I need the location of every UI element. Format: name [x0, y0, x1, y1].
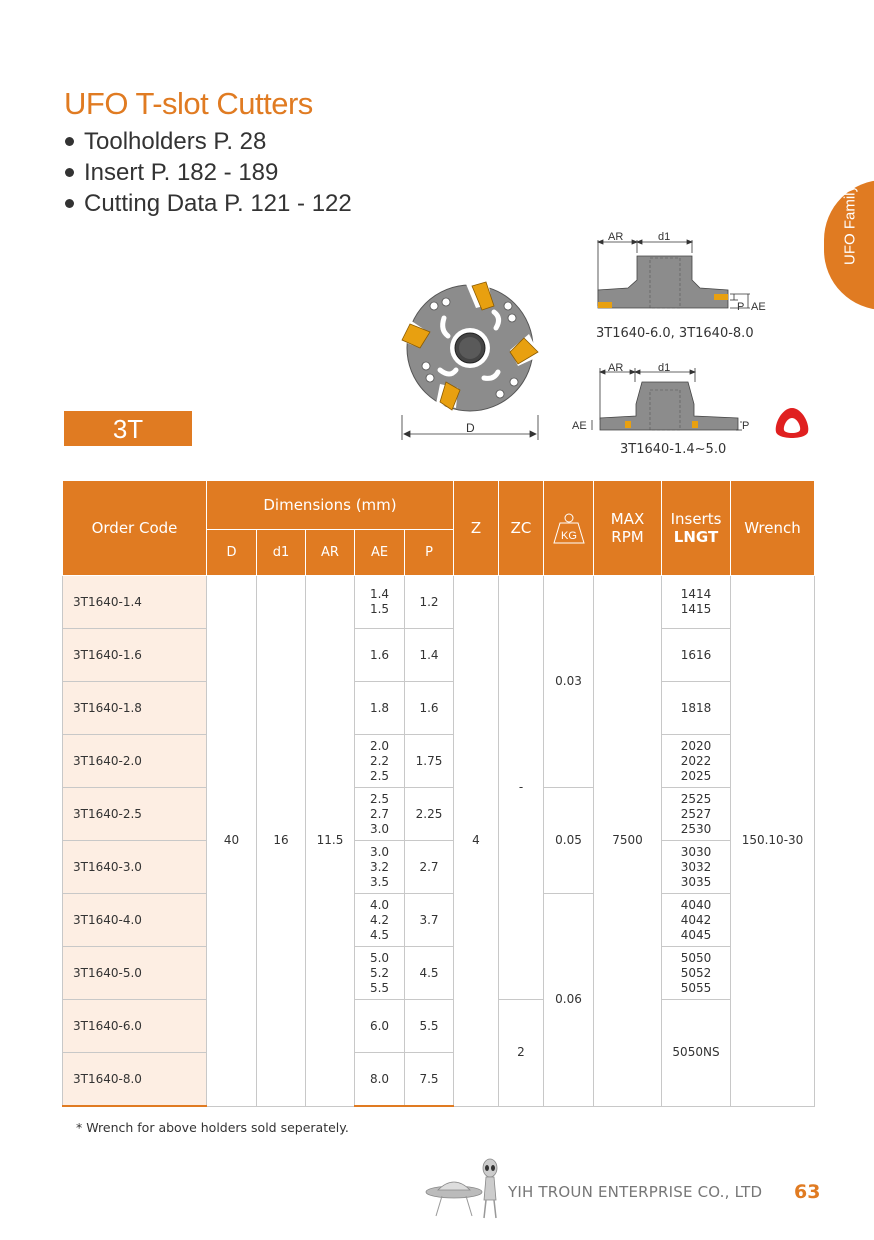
side-tab: [824, 180, 874, 310]
table-row: [63, 894, 815, 947]
z-header: Z: [454, 481, 499, 576]
ae-value: 4.5: [369, 927, 390, 942]
ae-cell: [355, 682, 405, 735]
ae-cell: [355, 1000, 405, 1053]
wrench-header: Wrench: [731, 481, 815, 576]
insert-value: 2025: [680, 768, 712, 783]
kg-label: KG: [560, 530, 577, 542]
rpm-cell: 7500: [594, 576, 662, 1107]
ar-label: AR: [608, 362, 624, 374]
d1-label: d1: [658, 231, 671, 243]
ae-value: 3.0: [369, 844, 390, 859]
table-row: [63, 788, 815, 841]
insert-value: 4040: [680, 897, 712, 912]
table-row: [63, 682, 815, 735]
table-row: [63, 841, 815, 894]
cutter-side-view-bottom-figure: [570, 360, 770, 440]
ae-cell: [355, 947, 405, 1000]
caption-bottom: 3T1640-1.4~5.0: [620, 442, 727, 457]
p-cell: 1.6: [405, 682, 454, 735]
page-number: 63: [794, 1181, 821, 1203]
footnote-mark: *: [76, 1120, 83, 1135]
inserts-cell: [662, 682, 731, 735]
weight-kg-icon: [552, 511, 586, 545]
insert-value: 2022: [680, 753, 712, 768]
insert-value: 2020: [680, 738, 712, 753]
insert-value: 5052: [680, 965, 712, 980]
p-cell: 3.7: [405, 894, 454, 947]
insert-value: 2530: [680, 821, 712, 836]
kg-cell: 0.03: [544, 576, 594, 788]
d-cell: 40: [207, 576, 257, 1107]
insert-value: 4042: [680, 912, 712, 927]
reference-item: Toolholders P. 28: [64, 126, 352, 157]
wrench-cell: 150.10-30: [731, 576, 815, 1107]
p-cell: 2.7: [405, 841, 454, 894]
ae-cell: [355, 629, 405, 682]
ae-value: 2.5: [369, 768, 390, 783]
footnote-text: Wrench for above holders sold seperately.: [86, 1120, 349, 1135]
ae-value: 2.5: [369, 791, 390, 806]
p-cell: 5.5: [405, 1000, 454, 1053]
inserts-cell: [662, 576, 731, 629]
order-code-header: Order Code: [63, 481, 207, 576]
order-code-cell: 3T1640-2.0: [63, 735, 207, 788]
ae-value: 4.0: [369, 897, 390, 912]
side-tab-label: UFO Family: [841, 185, 859, 265]
d1-cell: 16: [257, 576, 306, 1107]
reference-list: [64, 126, 352, 219]
order-code-cell: 3T1640-5.0: [63, 947, 207, 1000]
ae-value: 3.0: [369, 821, 390, 836]
p-cell: 1.75: [405, 735, 454, 788]
ae-cell: [355, 894, 405, 947]
reference-item: Insert P. 182 - 189: [64, 157, 352, 188]
d1-header: d1: [257, 530, 306, 576]
table-row: [63, 1000, 815, 1053]
p-label: P: [737, 301, 745, 313]
ae-cell: [355, 735, 405, 788]
ae-value: 6.0: [369, 1018, 390, 1033]
insert-value: 1616: [680, 647, 712, 662]
ae-value: 3.5: [369, 874, 390, 889]
order-code-cell: 3T1640-8.0: [63, 1053, 207, 1107]
ae-label: AE: [751, 301, 766, 313]
cutter-front-view-figure: [396, 270, 546, 445]
inserts-cell: 5050NS: [662, 1000, 731, 1107]
order-code-cell: 3T1640-1.6: [63, 629, 207, 682]
ar-header: AR: [306, 530, 355, 576]
d1-label: d1: [658, 362, 671, 374]
p-cell: 2.25: [405, 788, 454, 841]
order-code-cell: 3T1640-2.5: [63, 788, 207, 841]
kg-cell: 0.06: [544, 894, 594, 1107]
insert-value: 3030: [680, 844, 712, 859]
insert-value: 5050: [680, 950, 712, 965]
ae-value: 2.2: [369, 753, 390, 768]
insert-shape-logo-icon: [772, 404, 812, 444]
d-header: D: [207, 530, 257, 576]
inserts-cell: [662, 629, 731, 682]
kg-cell: 0.05: [544, 788, 594, 894]
insert-value: 2525: [680, 791, 712, 806]
p-cell: 1.2: [405, 576, 454, 629]
ae-cell: [355, 788, 405, 841]
rpm-label: RPM: [611, 528, 644, 546]
ar-cell: 11.5: [306, 576, 355, 1107]
footnote: [76, 1120, 349, 1135]
order-code-cell: 3T1640-6.0: [63, 1000, 207, 1053]
ae-value: 5.5: [369, 980, 390, 995]
ae-cell: [355, 1053, 405, 1107]
inserts-cell: [662, 947, 731, 1000]
zc-cell: 2: [499, 1000, 544, 1107]
ae-value: 4.2: [369, 912, 390, 927]
order-code-cell: 3T1640-1.8: [63, 682, 207, 735]
order-code-cell: 3T1640-4.0: [63, 894, 207, 947]
ae-cell: [355, 841, 405, 894]
table-row: [63, 576, 815, 629]
ae-value: 8.0: [369, 1071, 390, 1086]
z-cell: 4: [454, 576, 499, 1107]
table-row: [63, 735, 815, 788]
holder-profile-icon: [598, 256, 728, 308]
inserts-cell: [662, 788, 731, 841]
order-code-cell: 3T1640-3.0: [63, 841, 207, 894]
p-cell: 4.5: [405, 947, 454, 1000]
ae-value: 1.5: [369, 602, 390, 616]
inserts-cell: [662, 735, 731, 788]
ae-value: 5.0: [369, 950, 390, 965]
table-row: [63, 629, 815, 682]
max-label: MAX: [610, 510, 645, 528]
insert-value: 5055: [680, 980, 712, 995]
max-rpm-header: [594, 481, 662, 576]
series-label: 3T: [64, 411, 192, 446]
inserts-cell: [662, 841, 731, 894]
insert-value: 1818: [680, 700, 712, 715]
reference-item: Cutting Data P. 121 - 122: [64, 188, 352, 219]
page-title: UFO T-slot Cutters: [64, 86, 313, 121]
cutter-side-view-top-figure: [580, 228, 780, 328]
insert-value: 1415: [680, 602, 712, 616]
lngt-label: LNGT: [673, 528, 719, 546]
company-name: YIH TROUN ENTERPRISE CO., LTD: [508, 1183, 763, 1201]
ae-value: 1.6: [369, 647, 390, 662]
insert-value: 2527: [680, 806, 712, 821]
dimensions-header: Dimensions (mm): [207, 481, 454, 530]
zc-header: ZC: [499, 481, 544, 576]
ae-value: 5.2: [369, 965, 390, 980]
ae-value: 1.4: [369, 587, 390, 601]
caption-top: 3T1640-6.0, 3T1640-8.0: [596, 326, 754, 341]
holder-profile-icon: [600, 382, 738, 430]
inserts-label: Inserts: [670, 510, 722, 528]
insert-value: 3032: [680, 859, 712, 874]
ae-cell: [355, 576, 405, 629]
p-label: P: [742, 420, 750, 432]
ae-header: AE: [355, 530, 405, 576]
p-header: P: [405, 530, 454, 576]
inserts-cell: [662, 894, 731, 947]
zc-cell: -: [499, 576, 544, 1000]
weight-header: [544, 481, 594, 576]
table-row: [63, 947, 815, 1000]
ae-value: 2.0: [369, 738, 390, 753]
cutter-body-icon: [402, 280, 540, 411]
order-code-cell: 3T1640-1.4: [63, 576, 207, 629]
insert-value: 4045: [680, 927, 712, 942]
ae-label: AE: [572, 420, 587, 432]
ae-value: 2.7: [369, 806, 390, 821]
spec-table: [62, 480, 815, 1107]
p-cell: 1.4: [405, 629, 454, 682]
diameter-label: D: [466, 421, 475, 435]
ae-value: 1.8: [369, 700, 390, 715]
inserts-header: [662, 481, 731, 576]
insert-value: 1414: [680, 587, 712, 601]
p-cell: 7.5: [405, 1053, 454, 1107]
ufo-alien-logo-icon: [424, 1156, 504, 1222]
ar-label: AR: [608, 231, 624, 243]
ae-value: 3.2: [369, 859, 390, 874]
insert-value: 3035: [680, 874, 712, 889]
